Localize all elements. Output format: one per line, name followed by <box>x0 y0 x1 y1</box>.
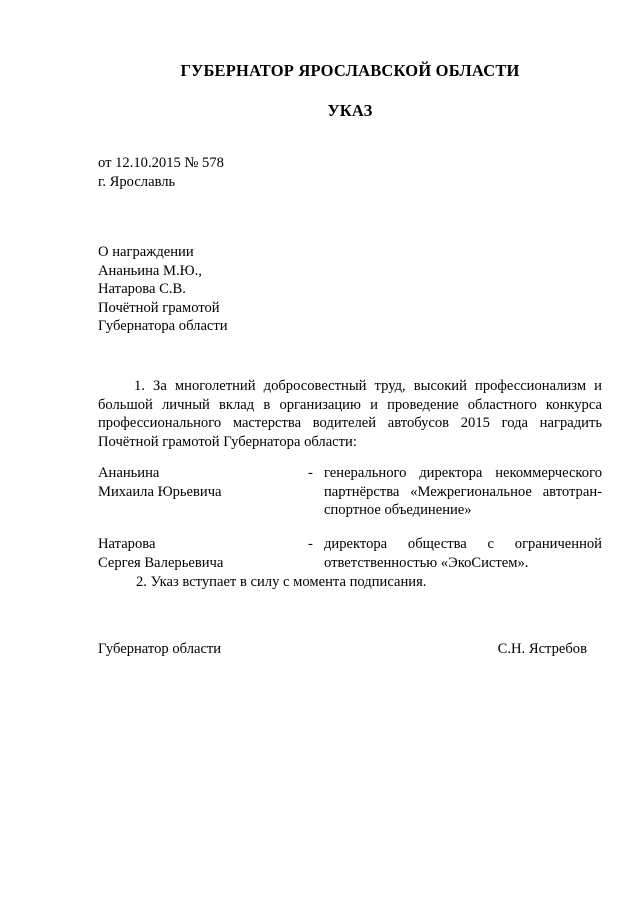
subject-line: Губернатора области <box>98 318 228 334</box>
document-meta <box>98 154 224 191</box>
signatory-position: Губернатор области <box>98 641 222 657</box>
awardee-position-line: генерального директора некоммерческого <box>324 465 602 481</box>
awardee-position <box>324 535 602 572</box>
document-city: г. Ярославль <box>98 173 176 190</box>
subject-line: Почётной грамотой <box>98 299 220 316</box>
awardee-position <box>324 464 602 520</box>
paragraph-2: 2. Указ вступает в силу с момента подписания. <box>136 574 427 590</box>
awardee-position-line: ответственностью «ЭкоСистем». <box>324 554 529 571</box>
awardee-position-line: партнёрства «Межрегиональное автотран- <box>324 483 602 500</box>
subject-line: Ананьина М.Ю., <box>98 262 202 279</box>
paragraph-1: 1. За многолетний добросовестный труд, высокий профессионализм и большой личный вклад в организацию и проведение областного конкурса профессионального мастерства водителей автобусов 2015 года наградить Почётной грамотой Губернатора области: <box>98 378 602 450</box>
signatory-name: С.Н. Ястребов <box>497 641 587 657</box>
awardee-position-line: спортное объединение» <box>324 502 472 518</box>
awardee-entry <box>98 535 602 575</box>
document-date-number: от 12.10.2015 № 578 <box>98 155 224 171</box>
awardee-dash: - <box>308 465 313 481</box>
awardee-given-names: Михаила Юрьевича <box>98 483 222 500</box>
document-issuer-title: ГУБЕРНАТОР ЯРОСЛАВСКОЙ ОБЛАСТИ <box>180 61 520 80</box>
document-subject <box>98 243 228 336</box>
subject-line: Натарова С.В. <box>98 281 186 297</box>
subject-line: О награждении <box>98 244 194 260</box>
awardee-surname: Натарова <box>98 536 156 552</box>
awardee-position-line: директора общества с ограниченной <box>324 536 602 552</box>
awardee-name <box>98 535 298 572</box>
awardee-entry <box>98 464 602 524</box>
document-type-title: УКАЗ <box>327 101 373 120</box>
awardee-surname: Ананьина <box>98 465 160 481</box>
awardee-given-names: Сергея Валерьевича <box>98 554 224 571</box>
awardee-name <box>98 464 298 501</box>
awardee-dash: - <box>308 536 313 552</box>
